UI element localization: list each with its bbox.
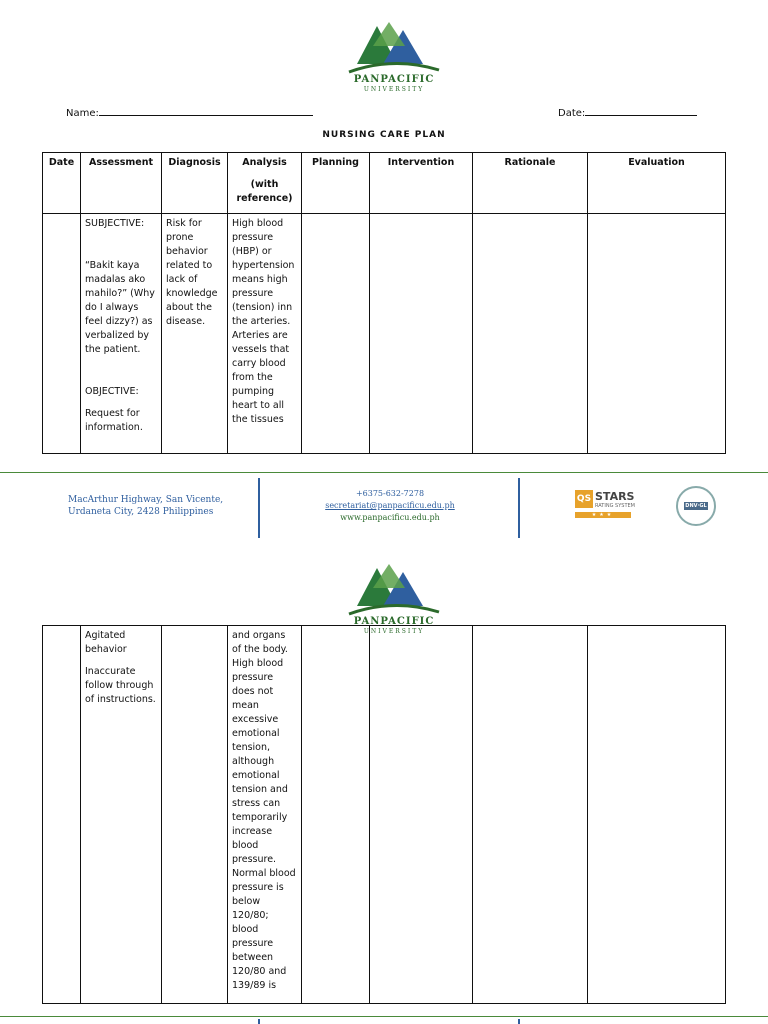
qs-stars-text: STARS [595,490,635,503]
cell-intervention[interactable] [370,214,473,454]
university-logo [339,16,449,96]
cell-assessment[interactable] [81,626,162,1004]
footer-divider [258,1019,260,1024]
date-label: Date: [558,108,586,119]
cell-date[interactable] [43,626,81,1004]
logo-subtitle: UNIVERSITY [363,86,425,93]
logo-name: PANPACIFIC [353,616,435,627]
cell-analysis[interactable]: and organs of the body. High blood pressure does not mean excessive emotional tension, although emotional tension and stress can temporarily increase blood pressure. Normal blood pressure is below 120/80; blood pressure between 120/80 and 139/89 is [228,626,302,1004]
phone-number[interactable]: +6375-632-7278 [355,489,425,498]
assessment-agitated: Agitated behavior [85,630,127,655]
header-analysis [228,153,302,214]
cell-date[interactable] [43,214,81,454]
qs-logo: QS [575,490,593,508]
footer-rule [0,472,768,473]
objective-text: Request for information. [85,408,143,433]
name-label: Name: [66,108,99,119]
header-diagnosis: Diagnosis [162,153,228,214]
cell-rationale[interactable] [473,626,588,1004]
header-analysis-sub: (with reference) [236,179,293,204]
footer-address [68,494,223,518]
cell-evaluation[interactable] [588,626,726,1004]
footer-divider [518,478,520,538]
date-field[interactable] [558,106,697,119]
footer-rule [0,1016,768,1017]
dnv-label: DNV·GL [685,503,707,509]
footer-divider [258,478,260,538]
name-field[interactable] [66,106,313,119]
qs-stars-badge [575,490,655,520]
email-link[interactable]: secretariat@panpacificu.edu.ph [325,501,455,510]
page-footer [0,472,768,544]
cell-assessment[interactable] [81,214,162,454]
header-date: Date [43,153,81,214]
qs-star-rating: ★★★ [575,512,631,518]
header-evaluation: Evaluation [588,153,726,214]
footer-divider [518,1019,520,1024]
page-footer [0,1016,768,1024]
cell-planning[interactable] [302,214,370,454]
cell-planning[interactable] [302,626,370,1004]
name-line[interactable] [99,106,313,116]
address-line-1: MacArthur Highway, San Vicente, [68,495,224,505]
cell-diagnosis[interactable]: Risk for prone behavior related to lack of knowledge about the disease. [162,214,228,454]
cell-analysis[interactable]: High blood pressure (HBP) or hypertension means high pressure (tension) inn the arteries. Arteries are vessels that carry blood from the pumping heart to all the tissues [228,214,302,454]
dnv-certification-badge [676,486,716,526]
cell-intervention[interactable] [370,626,473,1004]
assessment-inaccurate: Inaccurate follow through of instructions. [85,666,156,705]
footer-contact [292,488,488,524]
subjective-text: “Bakit kaya madalas ako mahilo?” (Why do I always feel dizzy?) as verbalized by the patient. [85,260,155,355]
care-plan-table-continued [42,625,726,1004]
header-assessment: Assessment [81,153,162,214]
header-intervention: Intervention [370,153,473,214]
logo-name: PANPACIFIC [353,74,435,85]
qs-rating-text: RATING SYSTEM [595,503,635,509]
cell-rationale[interactable] [473,214,588,454]
cell-diagnosis[interactable] [162,626,228,1004]
subjective-label: SUBJECTIVE: [85,218,145,229]
website-link[interactable]: www.panpacificu.edu.ph [340,513,440,522]
logo-subtitle: UNIVERSITY [363,628,425,635]
document-title: NURSING CARE PLAN [322,130,446,140]
header-planning: Planning [302,153,370,214]
header-rationale: Rationale [473,153,588,214]
care-plan-table [42,152,726,454]
date-line[interactable] [585,106,697,116]
header-analysis-label: Analysis [242,157,287,168]
address-line-2: Urdaneta City, 2428 Philippines [68,507,214,517]
cell-evaluation[interactable] [588,214,726,454]
objective-label: OBJECTIVE: [85,386,139,397]
